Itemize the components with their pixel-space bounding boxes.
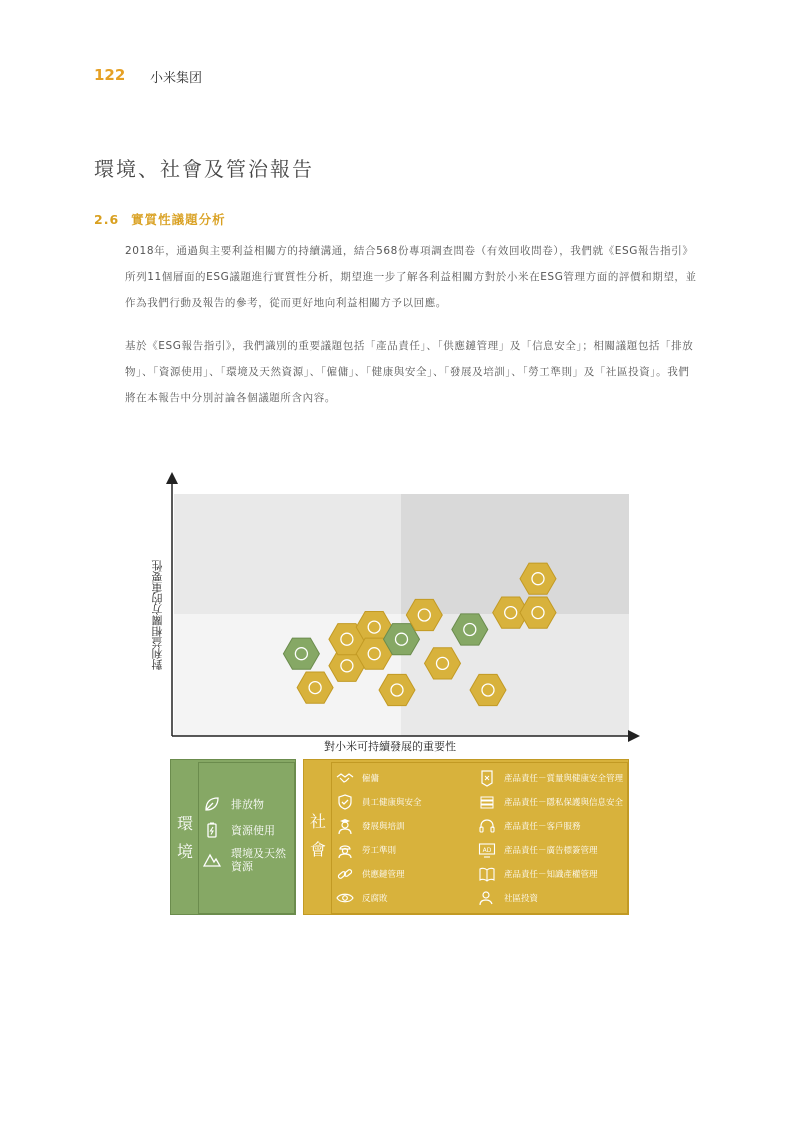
people-icon: [478, 889, 496, 907]
legend-item-product-safety: [478, 769, 623, 787]
legend-item-label: 排放物: [231, 798, 264, 811]
section-title: 環境、社會及管治報告: [94, 157, 314, 181]
legend-item-label: 產品責任－知識產權管理: [504, 870, 598, 880]
mountain-icon: [203, 851, 221, 869]
legend-society: [303, 759, 629, 915]
legend-environment: [170, 759, 296, 915]
legend-society-list: [331, 762, 628, 914]
legend-item-label: 員工健康與安全: [362, 798, 422, 808]
quadrant-top-left: [174, 494, 401, 614]
legend-item-label: 供應鏈管理: [362, 870, 405, 880]
legend-item-training: [336, 817, 405, 835]
y-axis-title: 對利益相關方的重要性: [151, 560, 164, 670]
paragraph-intro: 2018年，通過與主要利益相關方的持續溝通，結合568份專項調查問卷（有效回收問卷），我們就《ESG報告指引》所列11個層面的ESG議題進行實質性分析，期望進一步了解各利益相關方對於小米在ESG管理方面的評價和期望，並作為我們行動及報告的參考，從而更好地向利益相關方予以回應。: [125, 245, 697, 309]
legend-item-health-safety: [336, 793, 422, 811]
shield-check-icon: [336, 793, 354, 811]
legend-item-privacy: [478, 793, 623, 811]
graduate-icon: [336, 817, 354, 835]
legend-environment-label: 環境: [177, 814, 194, 861]
ad-icon: [478, 841, 496, 859]
battery-icon: [203, 821, 221, 839]
legend-item-labour: [336, 841, 396, 859]
legend-item-supply-chain: [336, 865, 405, 883]
legend-item-ip: [478, 865, 598, 883]
eye-icon: [336, 889, 354, 907]
headset-icon: [478, 817, 496, 835]
svg-text:AD: AD: [482, 847, 492, 854]
legend-item-label: 產品責任－質量與健康安全管理: [504, 774, 624, 784]
link-icon: [336, 865, 354, 883]
legend-environment-list: [198, 762, 295, 914]
legend-item-nature: [203, 847, 291, 873]
worker-icon: [336, 841, 354, 859]
legend-item-anti-corruption: [336, 889, 388, 907]
legend-item-emissions: [203, 795, 264, 813]
paragraph-issues: 基於《ESG報告指引》，我們識別的重要議題包括「產品責任」、「供應鏈管理」及「信息安全」；相關議題包括「排放物」、「資源使用」、「環境及天然資源」、「僱傭」、「健康與安全」、「發展及培訓」、「勞工準則」及「社區投資」。我們將在本報告中分別討論各個議題所含內容。: [125, 340, 694, 404]
badge-icon: [478, 769, 496, 787]
legend-item-community: [478, 889, 538, 907]
legend-item-resources: [203, 821, 275, 839]
legend-item-employment: [336, 769, 379, 787]
materiality-chart: [150, 470, 640, 760]
book-icon: [478, 865, 496, 883]
legend-society-label: 社會: [310, 812, 327, 859]
legend-item-label: 產品責任－客戶服務: [504, 822, 581, 832]
legend-item-advertising: [478, 841, 598, 859]
subsection-heading: [94, 210, 226, 228]
handshake-icon: [336, 769, 354, 787]
legend-item-customer-service: [478, 817, 581, 835]
legend-item-label: 資源使用: [231, 824, 275, 837]
legend-item-label: 發展與培訓: [362, 822, 405, 832]
leaf-icon: [203, 795, 221, 813]
company-name: 小米集团: [150, 71, 203, 86]
legend-item-label: 環境及天然資源: [231, 847, 286, 873]
legend-item-label: 產品責任－隱私保護與信息安全: [504, 798, 624, 808]
legend-item-label: 僱傭: [362, 774, 380, 784]
page-number: 122: [94, 66, 126, 84]
quadrant-top-right: [401, 494, 629, 614]
data-icon: [478, 793, 496, 811]
subsection-title: 實質性議題分析: [131, 212, 226, 227]
materiality-chart-svg: [150, 470, 640, 760]
legend-item-label: 反腐敗: [362, 894, 388, 904]
legend-item-label: 社區投資: [504, 894, 539, 904]
subsection-number: 2.6: [94, 212, 120, 227]
legend-item-label: 勞工準則: [362, 846, 397, 856]
x-axis-title: 對小米可持續發展的重要性: [324, 740, 456, 753]
legend-item-label: 產品責任－廣告標簽管理: [504, 846, 598, 856]
